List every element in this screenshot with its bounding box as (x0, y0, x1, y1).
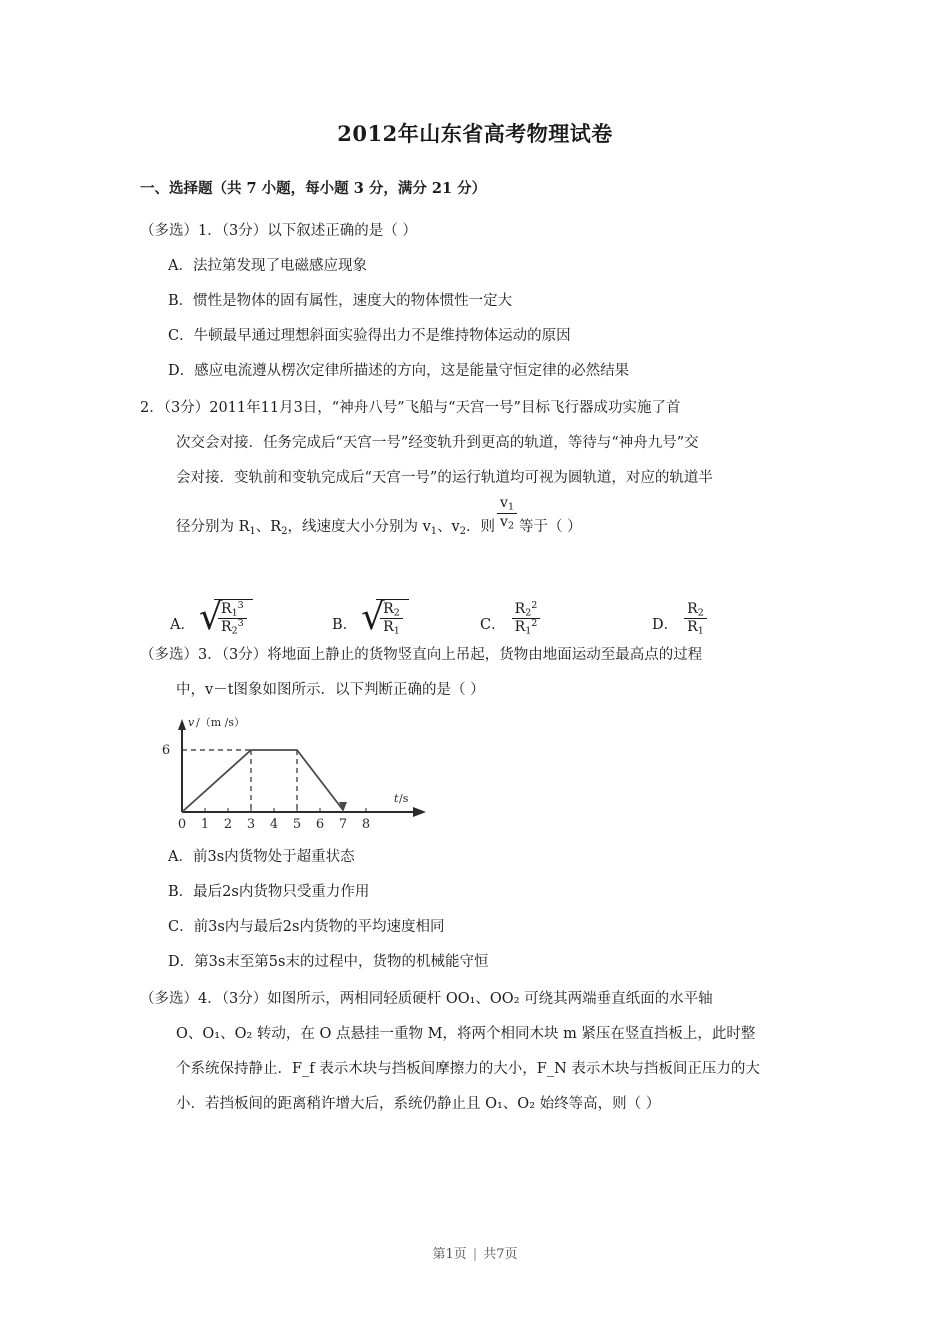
option-text: 感应电流遵从楞次定律所描述的方向，这是能量守恒定律的必然结果 (194, 363, 630, 380)
question-3-stem-line-2: 中，v－t图象如图所示．以下判断正确的是（ ） (176, 681, 485, 698)
question-2-stem-line-4 (140, 496, 840, 545)
question-2-stem-line-3: 会对接．变轨前和变轨完成后“天宫一号”的运行轨道均可视为圆轨道，对应的轨道半 (176, 470, 713, 487)
numerator-base: R (687, 601, 698, 618)
velocity-end: 等于（ ） (519, 519, 582, 536)
y-axis-unit: /（m /s） (196, 715, 245, 729)
x-axis-unit: /s (399, 791, 409, 805)
option-key: A． (168, 848, 193, 865)
denominator-base: R (687, 619, 698, 636)
question-4-stem-line-2: O、O₁、O₂ 转动，在 O 点悬挂一重物 M，将两个相同木块 m 紧压在竖直挡板上，此时整 (176, 1026, 756, 1043)
footer-separator: | (472, 1247, 478, 1262)
velocity-after: ．则 (466, 519, 496, 536)
numerator-superscript: 3 (237, 600, 244, 612)
numerator-subscript: 2 (525, 607, 532, 619)
denominator-subscript: 1 (697, 626, 704, 638)
question-1-option-b (140, 284, 840, 319)
denominator-subscript: 2 (507, 520, 515, 532)
option-text: 第3s末至第5s末的过程中，货物的机械能守恒 (194, 953, 489, 970)
question-1-multi-tag: （多选） (140, 222, 198, 239)
v1-subscript: 1 (430, 526, 438, 538)
question-2-choice-d (652, 601, 709, 638)
numerator-base: R (220, 601, 232, 618)
question-2-choice-b (332, 595, 409, 639)
denominator-base: v (500, 513, 508, 530)
r2-subscript: 2 (281, 526, 288, 538)
fraction-numerator (497, 496, 517, 513)
option-text: 最后2s内货物只受重力作用 (193, 883, 370, 900)
x-tick-label-2: 2 (223, 816, 233, 832)
page-title: 2012年山东省高考物理试卷 (337, 121, 613, 146)
option-key: A． (168, 257, 193, 274)
question-2-score: （3分） (163, 400, 210, 417)
denominator-superscript: 3 (237, 618, 244, 630)
option-text: 牛顿最早通过理想斜面实验得出力不是维持物体运动的原因 (193, 327, 571, 344)
numerator-superscript: 2 (531, 600, 538, 612)
choice-key: C． (480, 616, 506, 633)
question-2-text-1: 2011年11月3日，“神舟八号”飞船与“天宫一号”目标飞行器成功实施了首 (209, 400, 681, 417)
option-key: C． (168, 327, 194, 344)
radius-prefix: 径分别为 R (176, 519, 250, 536)
denominator-subscript: 1 (393, 626, 400, 638)
option-text: 前3s内货物处于超重状态 (192, 848, 355, 865)
question-4-stem-line-1 (140, 982, 840, 1017)
radius-sep1: 、R (255, 519, 282, 536)
option-text: 前3s内与最后2s内货物的平均速度相同 (193, 918, 445, 935)
question-3-option-c (140, 910, 840, 945)
option-key: D． (168, 953, 195, 970)
question-3-multi-tag: （多选） (140, 646, 198, 663)
question-2-stem-line-1 (140, 391, 840, 426)
question-3 (140, 638, 840, 980)
option-text: 惯性是物体的固有属性，速度大的物体惯性一定大 (193, 292, 513, 309)
question-1-option-c (140, 319, 840, 354)
choice-fraction (684, 601, 707, 638)
fraction-denominator (497, 514, 517, 530)
x-axis-label: t (394, 791, 399, 805)
question-3-option-b (140, 875, 840, 910)
question-4-multi-tag: （多选） (140, 991, 198, 1008)
numerator-subscript: 1 (231, 607, 238, 619)
numerator-subscript: 2 (697, 607, 704, 619)
velocity-ratio-fraction (497, 495, 517, 532)
x-tick-label-1: 1 (200, 816, 210, 832)
question-1-stem (140, 214, 840, 249)
square-root-icon (361, 595, 409, 639)
choice-key: B． (332, 616, 358, 633)
choice-value (198, 595, 253, 639)
choice-value (361, 595, 409, 639)
question-1-number: 1． (198, 222, 222, 239)
question-3-text-1: 将地面上静止的货物竖直向上吊起，货物由地面运动至最高点的过程 (267, 646, 703, 663)
exam-content (140, 178, 840, 1124)
question-3-number: 3． (198, 646, 222, 663)
option-key: C． (168, 918, 194, 935)
page-footer (0, 1243, 950, 1262)
question-1-option-d (140, 354, 840, 389)
question-1 (140, 214, 840, 389)
r1-subscript: 1 (249, 526, 256, 538)
question-2-stem-line-2: 次交会对接．任务完成后“天宫一号”经变轨升到更高的轨道，等待与“神舟九号”交 (176, 435, 699, 452)
question-3-option-a (140, 840, 840, 875)
question-1-score: （3分） (221, 222, 268, 239)
x-tick-label-0: 0 (177, 816, 187, 832)
x-axis-arrow (413, 807, 426, 817)
option-key: B． (168, 883, 194, 900)
question-4-score: （3分） (221, 991, 268, 1008)
question-1-option-a (140, 249, 840, 284)
x-tick-label-6: 6 (315, 816, 325, 832)
y-axis-label: v (188, 715, 195, 729)
section-heading: 一、选择题（共 7 小题，每小题 3 分，满分 21 分） (140, 180, 487, 197)
choice-value (682, 601, 709, 638)
numerator-base: v (500, 495, 508, 512)
question-2-number: 2． (140, 400, 164, 417)
x-tick-label-4: 4 (269, 816, 279, 832)
question-4-stem-line-4: 小．若挡板间的距离稍许增大后，系统仍静止且 O₁、O₂ 始终等高，则（ ） (176, 1096, 661, 1113)
option-key: B． (168, 292, 194, 309)
denominator-superscript: 2 (531, 618, 538, 630)
question-2-choice-a (170, 595, 253, 639)
velocity-sep2: 、v (437, 519, 460, 536)
square-root-icon (198, 595, 253, 639)
option-key: D． (168, 363, 195, 380)
question-2-choices (140, 550, 840, 639)
question-1-text: 以下叙述正确的是（ ） (267, 222, 417, 239)
y-axis-arrow (178, 719, 186, 730)
question-3-score: （3分） (221, 646, 268, 663)
velocity-mid: ，线速度大小分别为 v (287, 519, 431, 536)
question-2-choice-c (480, 600, 542, 638)
numerator-subscript: 1 (507, 502, 515, 514)
choice-key: D． (652, 616, 679, 633)
radical-sign: √ (198, 595, 223, 639)
numerator-base: R (383, 601, 394, 618)
question-3-option-d (140, 945, 840, 980)
question-4-text-1: 如图所示，两相同轻质硬杆 OO₁、OO₂ 可绕其两端垂直纸面的水平轴 (267, 991, 713, 1008)
option-text: 法拉第发现了电磁感应现象 (192, 257, 367, 274)
x-tick-label-8: 8 (361, 816, 371, 832)
vt-chart-svg (158, 714, 438, 832)
choice-value (510, 600, 543, 638)
choice-key: A． (170, 616, 195, 633)
vt-curve (182, 750, 343, 812)
denominator-subscript: 1 (525, 626, 532, 638)
question-3-stem-line-1 (140, 638, 840, 673)
x-tick-label-5: 5 (292, 816, 302, 832)
choice-fraction (512, 600, 541, 638)
question-4-number: 4． (198, 991, 222, 1008)
y-tick-6: 6 (161, 742, 171, 758)
v2-subscript: 2 (459, 526, 467, 538)
footer-current-page: 第1页 (432, 1247, 467, 1262)
denominator-base: R (383, 619, 394, 636)
question-2 (140, 391, 840, 639)
x-tick-label-7: 7 (338, 816, 348, 832)
numerator-base: R (514, 601, 526, 618)
radical-sign: √ (361, 595, 385, 639)
x-tick-label-3: 3 (246, 816, 256, 832)
denominator-subscript: 2 (231, 626, 238, 638)
question-4-stem-line-3: 个系统保持静止．F_f 表示木块与挡板间摩擦力的大小，F_N 表示木块与挡板间正压力的大 (176, 1061, 760, 1078)
question-4 (140, 982, 840, 1122)
velocity-time-graph (158, 714, 840, 836)
numerator-subscript: 2 (393, 607, 400, 619)
footer-total-pages: 共7页 (483, 1247, 518, 1262)
denominator-base: R (514, 619, 526, 636)
denominator-base: R (220, 619, 232, 636)
